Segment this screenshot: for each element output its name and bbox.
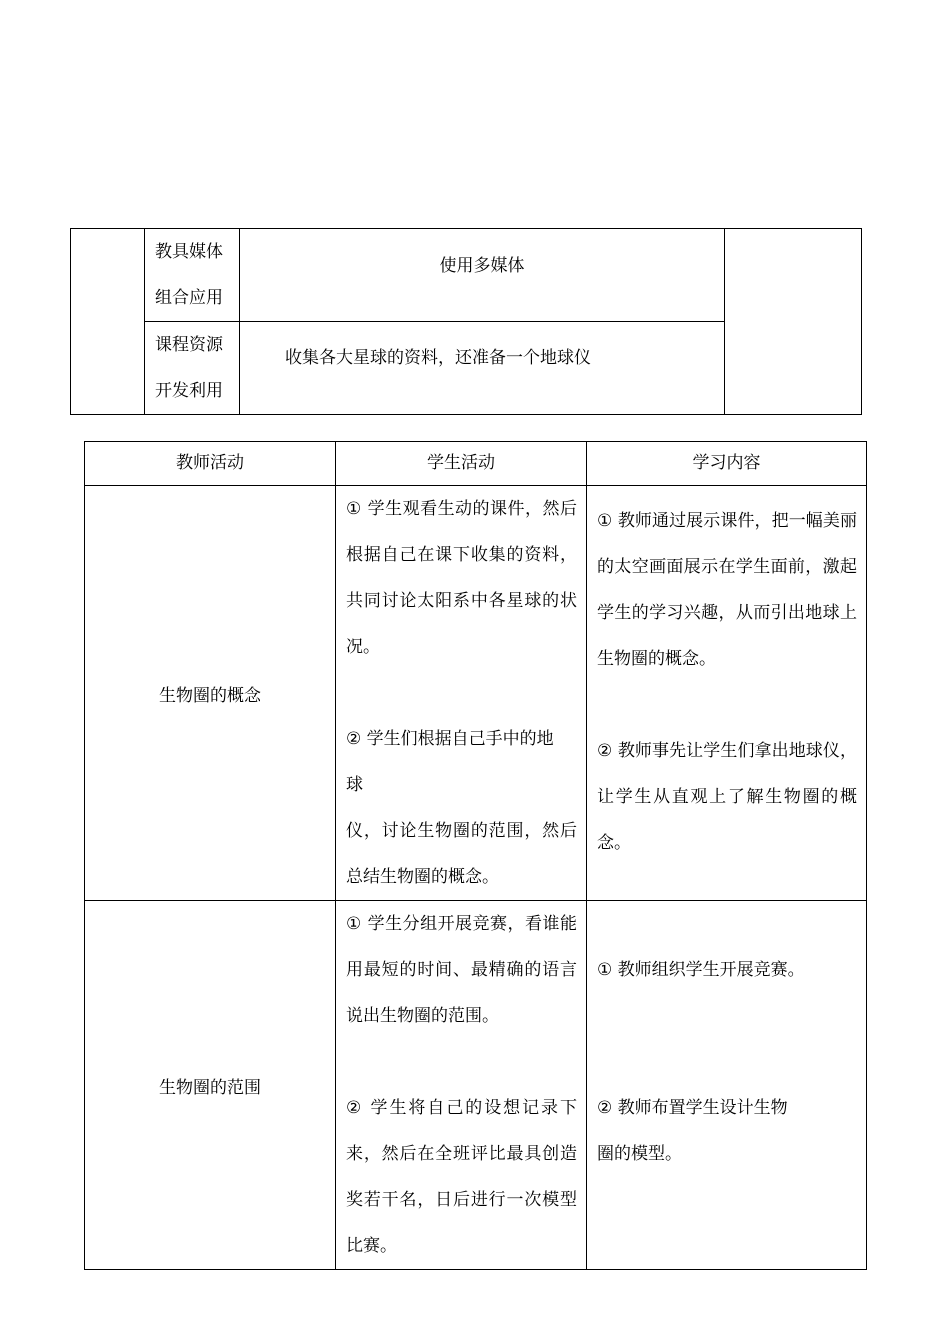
content-para: ② 教师布置学生设计生物 — [597, 1098, 788, 1118]
media-value: 使用多媒体 — [439, 256, 525, 276]
content-para: 圈的模型。 — [597, 1144, 682, 1164]
resource-label — [145, 322, 240, 415]
student-para: ① 学生观看生动的课件，然后根据自己在课下收集的资料，共同讨论太阳系中各星球的状况。 — [346, 499, 577, 657]
student-activity-cell — [336, 486, 587, 901]
media-value-cell — [240, 229, 725, 322]
header-row — [85, 442, 867, 486]
content-para: ① 教师组织学生开展竞赛。 — [597, 960, 805, 980]
resource-value: 收集各大星球的资料，还准备一个地球仪 — [285, 348, 591, 368]
resource-table — [70, 228, 862, 415]
student-para: ① 学生分组开展竞赛，看谁能用最短的时间、最精确的语言说出生物圈的范围。 — [346, 914, 577, 1026]
media-label-line2: 组合应用 — [155, 288, 223, 308]
content-para: ② 教师事先让学生们拿出地球仪，让学生从直观上了解生物圈的概念。 — [597, 741, 857, 853]
table-row — [85, 901, 867, 1270]
student-para: 球 — [346, 775, 363, 795]
blank-left-cell — [71, 229, 145, 415]
resource-label-line1: 课程资源 — [155, 335, 223, 355]
blank-right-cell — [725, 229, 862, 415]
topic-concept: 生物圈的概念 — [85, 486, 336, 901]
student-para: ② 学生将自己的设想记录下来，然后在全班评比最具创造奖若干名，日后进行一次模型比赛。 — [346, 1098, 577, 1256]
student-para: ② 学生们根据自己手中的地 — [346, 729, 554, 749]
topic-range: 生物圈的范围 — [85, 901, 336, 1270]
media-label — [145, 229, 240, 322]
activity-table — [84, 441, 867, 1270]
header-content: 学习内容 — [587, 442, 867, 486]
header-teacher: 教师活动 — [85, 442, 336, 486]
resource-label-line2: 开发利用 — [155, 381, 223, 401]
content-cell — [587, 901, 867, 1270]
student-activity-cell — [336, 901, 587, 1270]
content-cell — [587, 486, 867, 901]
table-row — [85, 486, 867, 901]
student-para: 仪，讨论生物圈的范围，然后总结生物圈的概念。 — [346, 821, 577, 887]
content-para: ① 教师通过展示课件，把一幅美丽的太空画面展示在学生面前，激起学生的学习兴趣，从而引出地球上生物圈的概念。 — [597, 511, 857, 669]
header-student: 学生活动 — [336, 442, 587, 486]
media-label-line1: 教具媒体 — [155, 242, 223, 262]
resource-value-cell — [240, 322, 725, 415]
